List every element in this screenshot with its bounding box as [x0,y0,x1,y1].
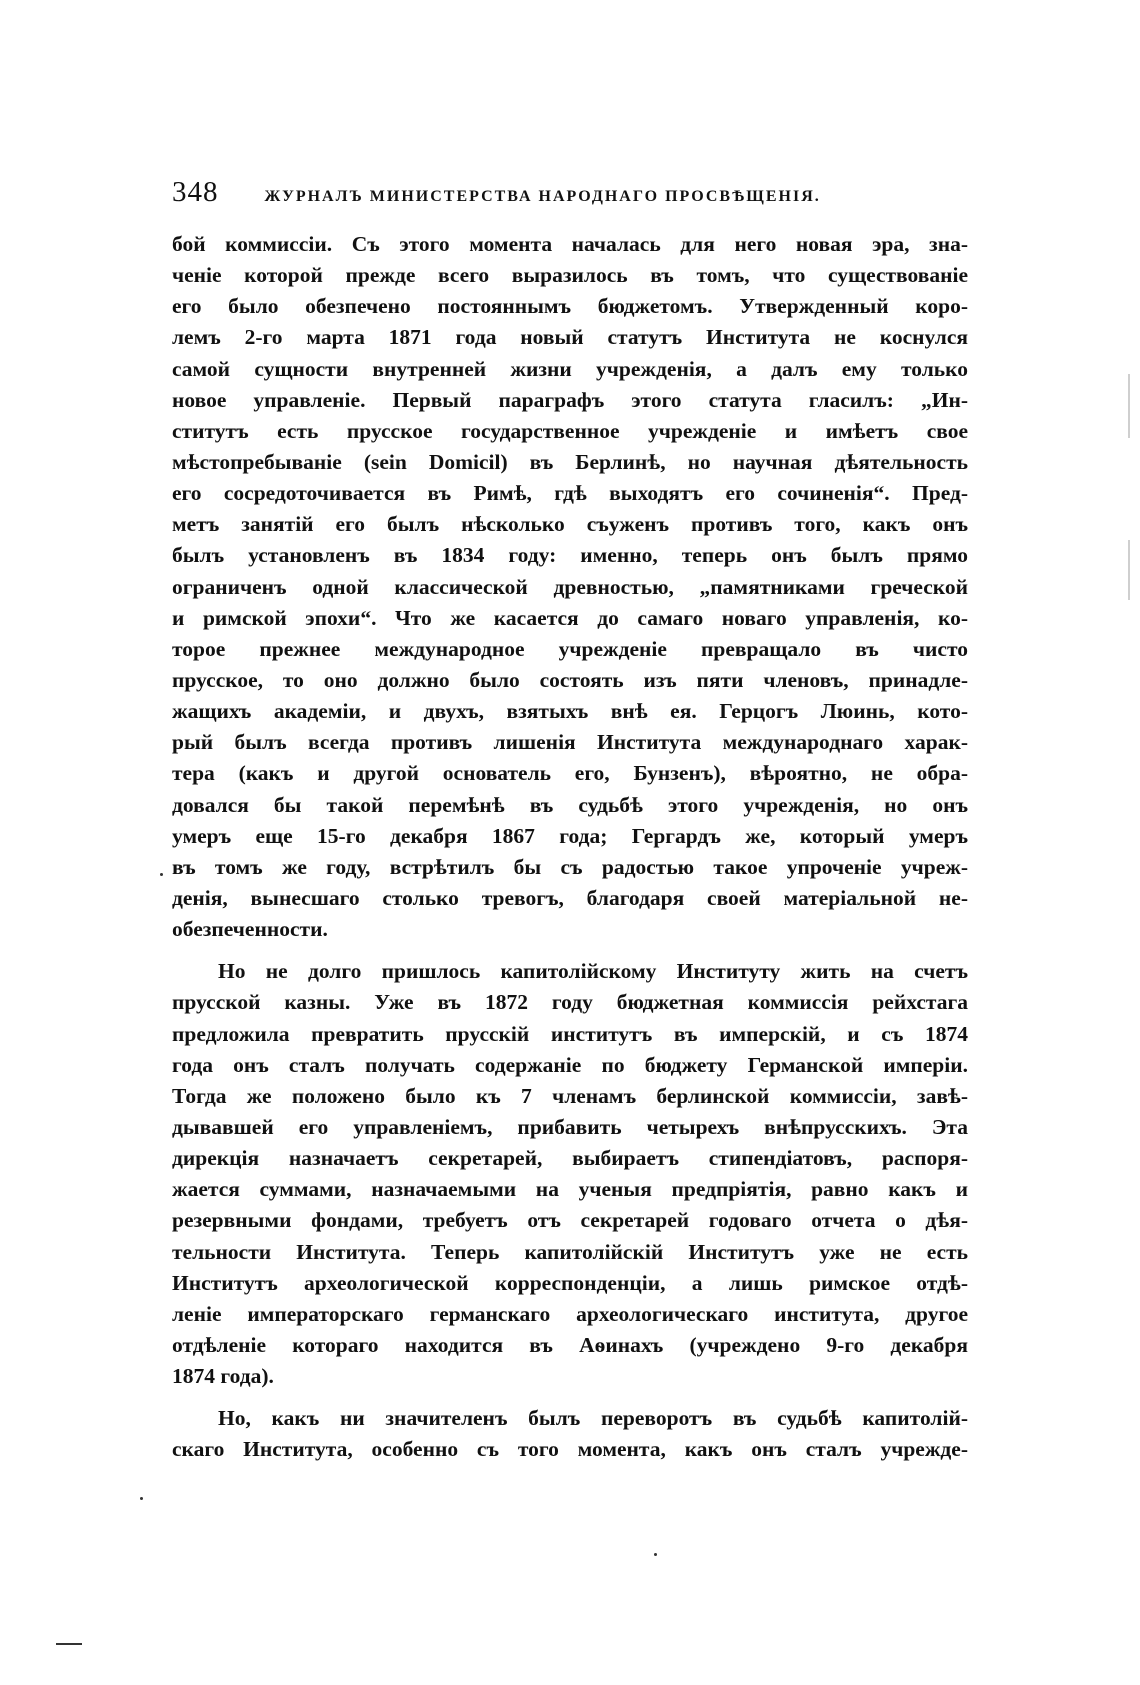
text-line: отдѣленіе котораго находится въ Аѳинахъ (учреждено 9-го декабря [172,1332,968,1357]
text-line: денія, вынесшаго столько тревогъ, благодаря своей матеріальной не- [172,885,968,910]
text-line: самой сущности внутренней жизни учрежденія, а далъ ему только [172,356,968,381]
text-line: Но, какъ ни значителенъ былъ переворотъ въ судьбѣ капитолій- [218,1406,968,1431]
text-line: его было обезпечено постояннымъ бюджетомъ. Утвержденный коро- [172,294,968,319]
paragraph-3 [172,1403,968,1465]
text-line: его сосредоточивается въ Римѣ, гдѣ выходятъ его сочиненія“. Пред- [172,481,968,506]
paragraph-gap [172,1392,968,1403]
text-line: въ томъ же году, встрѣтилъ бы съ радостью такое упроченіе учреж- [172,854,968,879]
text-line: и римской эпохи“. Что же касается до самаго новаго управленія, ко- [172,605,968,630]
text-line: лемъ 2-го марта 1871 года новый статутъ Института не коснулся [172,325,968,350]
text-line: дирекція назначаетъ секретарей, выбираетъ стипендіатовъ, распоря- [172,1146,968,1171]
text-line: жащихъ академіи, и двухъ, взятыхъ внѣ ея. Герцогъ Люинь, кото- [172,699,968,724]
text-line: предложила превратить прусскій институтъ въ имперскій, и съ 1874 [172,1021,968,1046]
scan-dash-mark [56,1643,82,1645]
paragraph-gap [172,945,968,956]
text-line: дывавшей его управленіемъ, прибавить четырехъ внѣпрусскихъ. Эта [172,1114,968,1139]
paragraph-1 [172,229,968,945]
text-line: умеръ еще 15-го декабря 1867 года; Гергардъ же, который умеръ [172,823,968,848]
text-line: прусской казны. Уже въ 1872 году бюджетная коммиссія рейхстага [172,990,968,1015]
text-line: леніе императорскаго германскаго археологическаго института, другое [172,1301,968,1326]
text-line: жается суммами, назначаемыми на ученыя предпріятія, равно какъ и [172,1177,968,1202]
text-line: 1874 года). [172,1364,274,1389]
body-text [172,229,968,1465]
scan-speck [654,1553,657,1556]
text-line: рый былъ всегда противъ лишенія Института международнаго харак- [172,730,968,755]
scan-speck [160,873,163,876]
paragraph-2 [172,956,968,1392]
text-line: метъ занятій его былъ нѣсколько съуженъ противъ того, какъ онъ [172,512,968,537]
text-line: обезпеченности. [172,917,328,942]
text-line: тера (какъ и другой основатель его, Бунзенъ), вѣроятно, не обра- [172,761,968,786]
text-line: довался бы такой перемѣнѣ въ судьбѣ этого учрежденія, но онъ [172,792,968,817]
text-line: года онъ сталъ получать содержаніе по бюджету Германской имперіи. [172,1052,968,1077]
text-line: ченіе которой прежде всего выразилось въ томъ, что существованіе [172,263,968,288]
text-line: торое прежнее международное учрежденіе превращало въ чисто [172,636,968,661]
text-line: мѣстопребываніе (sein Domicil) въ Берлинѣ, но научная дѣятельность [172,449,968,474]
text-line: новое управленіе. Первый параграфъ этого статута гласилъ: „Ин- [172,387,968,412]
text-line: Тогда же положено было къ 7 членамъ берлинской коммиссіи, завѣ- [172,1083,968,1108]
text-line: Но не долго пришлось капитолійскому Институту жить на счетъ [218,959,968,984]
text-line: скаго Института, особенно съ того момента, какъ онъ сталъ учрежде- [172,1437,968,1462]
running-head: ЖУРНАЛЪ МИНИСТЕРСТВА НАРОДНАГО ПРОСВѢЩЕНІЯ. [264,188,821,205]
text-line: Институтъ археологической корреспонденціи, а лишь римское отдѣ- [172,1270,968,1295]
text-line: былъ установленъ въ 1834 году: именно, теперь онъ былъ прямо [172,543,968,568]
text-line: бой коммиссіи. Съ этого момента началась для него новая эра, зна- [172,232,968,256]
scan-margin-rule [1128,374,1130,438]
scan-margin-rule [1128,540,1130,600]
text-line: резервными фондами, требуетъ отъ секретарей годоваго отчета о дѣя- [172,1208,968,1233]
text-line: тельности Института. Теперь капитолійскій Институтъ уже не есть [172,1239,968,1264]
text-line: ститутъ есть прусское государственное учрежденіе и имѣетъ свое [172,418,968,443]
text-line: прусское, то оно должно было состоять изъ пяти членовъ, принадле- [172,667,968,692]
page-header [172,176,972,216]
page-number: 348 [172,176,219,208]
text-line: ограниченъ одной классической древностью, „памятниками греческой [172,574,968,599]
scan-speck [140,1497,143,1500]
